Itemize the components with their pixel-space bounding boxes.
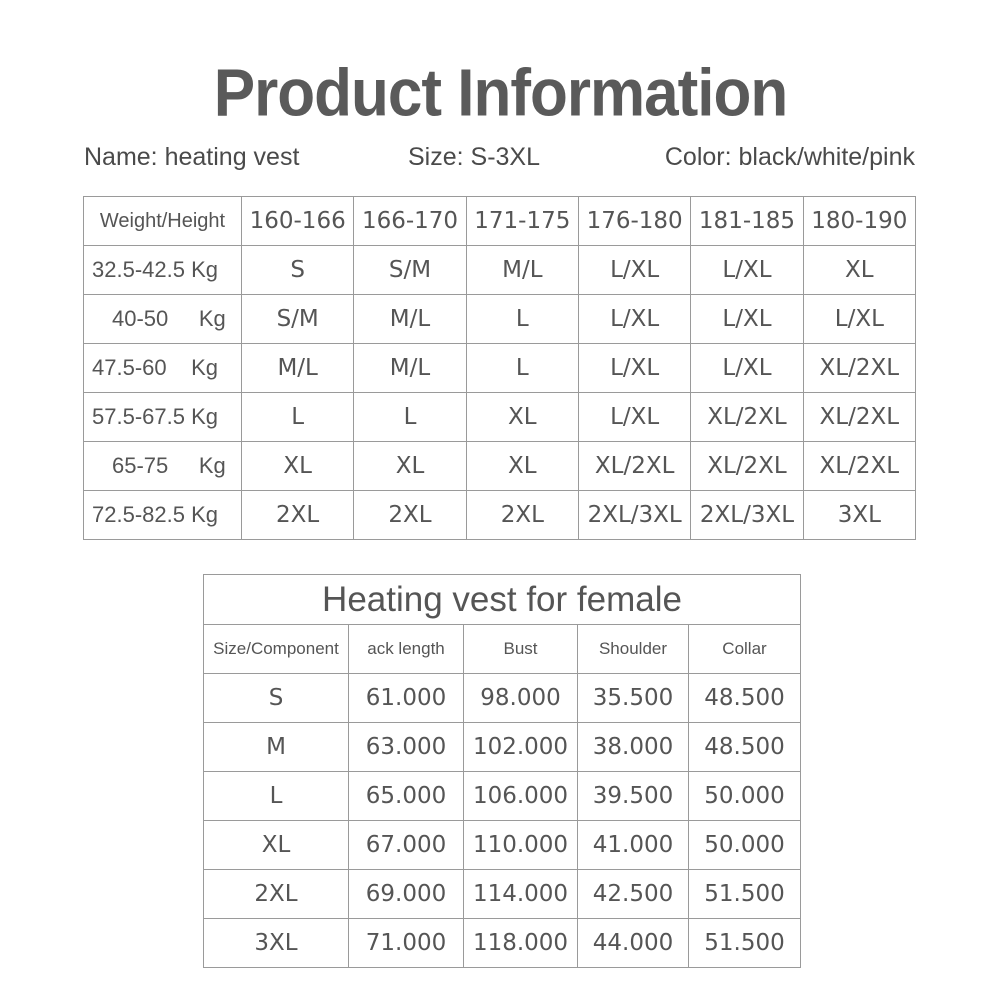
size-cell: M/L [466,246,578,295]
measurement-cell: 106.000 [464,772,578,821]
height-header: 166-170 [354,197,466,246]
column-header: Size/Component [204,625,349,674]
measurement-cell: 35.500 [578,674,689,723]
measurement-cell: 38.000 [578,723,689,772]
size-cell: 2XL [354,491,466,540]
size-cell: L [466,295,578,344]
weight-label: 40-50 Kg [84,295,242,344]
size-chart-corner-header: Weight/Height [84,197,242,246]
measurement-cell: 63.000 [349,723,464,772]
measurement-cell: 110.000 [464,821,578,870]
measurement-cell: 48.500 [689,674,801,723]
measurement-cell: 69.000 [349,870,464,919]
measurement-cell: 51.500 [689,919,801,968]
measurement-cell: 102.000 [464,723,578,772]
size-cell: M/L [354,344,466,393]
column-header: Collar [689,625,801,674]
height-header: 181-185 [691,197,803,246]
measurement-cell: 41.000 [578,821,689,870]
measurement-cell: 61.000 [349,674,464,723]
height-header: 180-190 [803,197,915,246]
size-chart-row [84,246,916,295]
weight-label: 47.5-60 Kg [84,344,242,393]
product-name: Name: heating vest [84,143,300,171]
size-chart-header-row [84,197,916,246]
column-header: ack length [349,625,464,674]
size-cell: 2XL [242,491,354,540]
column-header: Shoulder [578,625,689,674]
size-cell: M/L [242,344,354,393]
female-table-row [204,772,801,821]
size-cell: L [354,393,466,442]
size-cell: L/XL [578,344,690,393]
size-cell: L/XL [691,344,803,393]
height-header: 176-180 [578,197,690,246]
size-cell: L [466,344,578,393]
size-cell: XL/2XL [803,344,915,393]
female-measurements-table [203,574,801,968]
size-cell: L/XL [691,295,803,344]
size-label: L [204,772,349,821]
size-label: M [204,723,349,772]
size-cell: 2XL [466,491,578,540]
size-cell: XL/2XL [803,393,915,442]
measurement-cell: 48.500 [689,723,801,772]
size-chart-table [83,196,916,540]
size-chart-row [84,442,916,491]
size-label: XL [204,821,349,870]
size-cell: S [242,246,354,295]
size-label: 2XL [204,870,349,919]
measurement-cell: 44.000 [578,919,689,968]
measurement-cell: 98.000 [464,674,578,723]
weight-label: 65-75 Kg [84,442,242,491]
size-chart-row [84,393,916,442]
size-cell: L/XL [578,246,690,295]
measurement-cell: 71.000 [349,919,464,968]
measurement-cell: 50.000 [689,772,801,821]
size-cell: 2XL/3XL [691,491,803,540]
size-cell: M/L [354,295,466,344]
size-chart-row [84,491,916,540]
size-cell: 2XL/3XL [578,491,690,540]
female-table-header-row [204,625,801,674]
column-header: Bust [464,625,578,674]
measurement-cell: 39.500 [578,772,689,821]
measurement-cell: 67.000 [349,821,464,870]
size-chart-row [84,344,916,393]
size-cell: S/M [354,246,466,295]
female-table-caption: Heating vest for female [204,575,801,625]
size-cell: XL/2XL [578,442,690,491]
size-cell: XL [354,442,466,491]
size-cell: XL [466,442,578,491]
size-cell: L/XL [691,246,803,295]
size-cell: L [242,393,354,442]
product-size-range: Size: S-3XL [408,143,541,171]
size-cell: XL [466,393,578,442]
female-table-row [204,919,801,968]
measurement-cell: 42.500 [578,870,689,919]
size-cell: L/XL [578,393,690,442]
weight-label: 32.5-42.5 Kg [84,246,242,295]
measurement-cell: 114.000 [464,870,578,919]
size-label: 3XL [204,919,349,968]
female-table-row [204,870,801,919]
size-cell: XL [803,246,915,295]
weight-label: 57.5-67.5 Kg [84,393,242,442]
size-cell: XL/2XL [691,393,803,442]
size-cell: L/XL [578,295,690,344]
measurement-cell: 50.000 [689,821,801,870]
size-cell: XL [242,442,354,491]
product-colors: Color: black/white/pink [664,143,915,171]
size-cell: S/M [242,295,354,344]
size-chart-row [84,295,916,344]
size-cell: XL/2XL [691,442,803,491]
female-table-row [204,821,801,870]
size-cell: XL/2XL [803,442,915,491]
female-table-row [204,674,801,723]
size-cell: 3XL [803,491,915,540]
page-title: Product Information [213,56,788,131]
measurement-cell: 65.000 [349,772,464,821]
size-cell: L/XL [803,295,915,344]
size-label: S [204,674,349,723]
height-header: 171-175 [466,197,578,246]
weight-label: 72.5-82.5 Kg [84,491,242,540]
measurement-cell: 118.000 [464,919,578,968]
height-header: 160-166 [242,197,354,246]
female-table-row [204,723,801,772]
measurement-cell: 51.500 [689,870,801,919]
female-table-caption-row [204,575,801,625]
